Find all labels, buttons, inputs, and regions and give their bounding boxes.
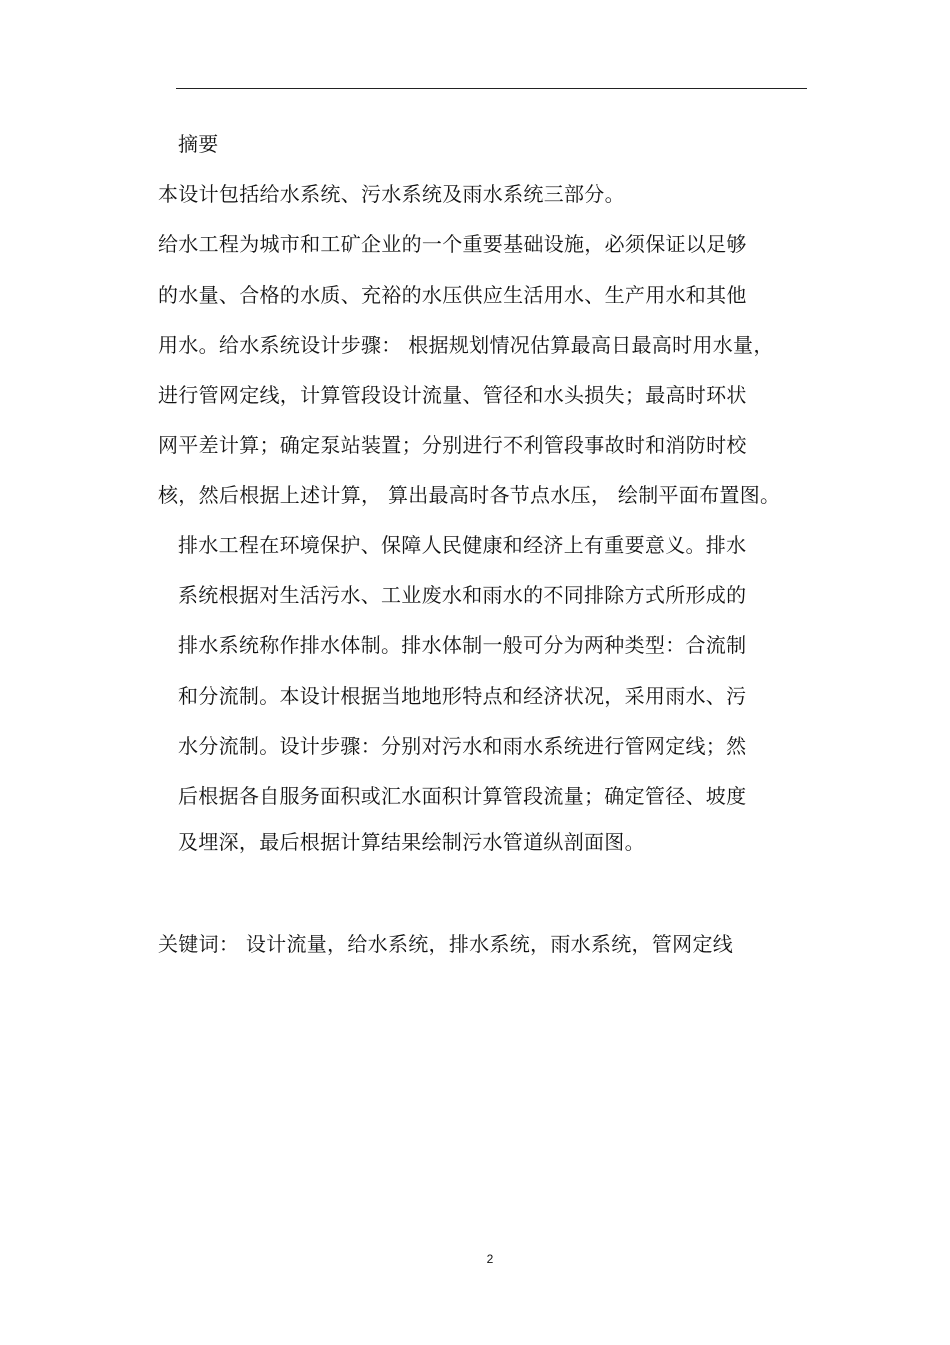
water-supply-line-6: 核，然后根据上述计算， 算出最高时各节点水压， 绘制平面布置图。 <box>158 483 781 507</box>
water-supply-line-5: 网平差计算；确定泵站装置；分别进行不利管段事故时和消防时校 <box>158 433 747 457</box>
header-rule <box>176 88 807 89</box>
page-number: 2 <box>486 1252 494 1266</box>
keywords-line: 关键词： 设计流量，给水系统，排水系统，雨水系统，管网定线 <box>158 932 734 956</box>
water-supply-line-2: 的水量、合格的水质、充裕的水压供应生活用水、生产用水和其他 <box>158 283 747 307</box>
intro-line: 本设计包括给水系统、污水系统及雨水系统三部分。 <box>158 182 625 206</box>
drainage-line-3: 排水系统称作排水体制。排水体制一般可分为两种类型：合流制 <box>178 633 747 657</box>
drainage-line-1: 排水工程在环境保护、保障人民健康和经济上有重要意义。排水 <box>178 533 747 557</box>
drainage-line-4: 和分流制。本设计根据当地地形特点和经济状况，采用雨水、污 <box>178 684 747 708</box>
drainage-line-7: 及埋深，最后根据计算结果绘制污水管道纵剖面图。 <box>178 830 645 854</box>
water-supply-line-3: 用水。给水系统设计步骤： 根据规划情况估算最高日最高时用水量， <box>158 333 774 357</box>
water-supply-line-4: 进行管网定线，计算管段设计流量、管径和水头损失；最高时环状 <box>158 383 747 407</box>
drainage-line-2: 系统根据对生活污水、工业废水和雨水的不同排除方式所形成的 <box>178 583 747 607</box>
abstract-heading: 摘要 <box>178 132 219 156</box>
drainage-line-5: 水分流制。设计步骤：分别对污水和雨水系统进行管网定线；然 <box>178 734 747 758</box>
drainage-line-6: 后根据各自服务面积或汇水面积计算管段流量；确定管径、坡度 <box>178 784 747 808</box>
water-supply-line-1: 给水工程为城市和工矿企业的一个重要基础设施，必须保证以足够 <box>158 232 747 256</box>
